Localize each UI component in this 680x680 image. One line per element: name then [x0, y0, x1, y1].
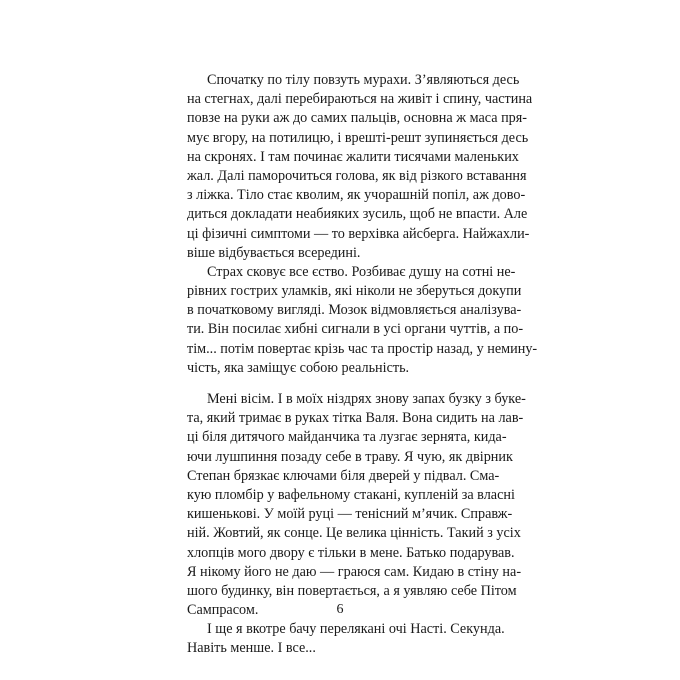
page-body-text: [187, 71, 538, 659]
text-line: ючи лушпиння позаду себе в траву. Я чую, як двірник: [187, 448, 513, 465]
text-line: та, який тримає в руках тітка Валя. Вона сидить на лав-: [187, 410, 524, 427]
text-line: рівних гострих уламків, які ніколи не зберуться докупи: [187, 283, 522, 300]
text-line: шого будинку, він повертається, а я уявляю себе Пітом: [187, 582, 517, 599]
text-line: Страх сковує все єство. Розбиває душу на сотні не-: [207, 263, 516, 280]
text-line: кишенькові. У моїй руці — тенісний м’ячик. Справж-: [187, 506, 513, 523]
paragraph: [187, 390, 526, 620]
text-line: з ліжка. Тіло стає кволим, як учорашній попіл, аж дово-: [187, 187, 526, 204]
text-line: кую пломбір у вафельному стакані, купленій за власні: [187, 486, 515, 503]
page-number: 6: [336, 602, 344, 617]
text-line: І ще я вкотре бачу перелякані очі Насті. Секунда.: [207, 621, 505, 638]
text-line: віше відбувається всередині.: [187, 244, 361, 261]
paragraph-break: [187, 378, 495, 390]
text-line: Спочатку по тілу повзуть мурахи. З’являються десь: [207, 72, 520, 88]
text-line: на стегнах, далі перебираються на живіт і спину, частина: [187, 91, 533, 108]
text-line: на скронях. І там починає жалити тисячами маленьких: [187, 148, 519, 165]
text-line: Навіть менше. І все...: [187, 640, 316, 657]
text-line: ці біля дитячого майданчика та лузгає зернята, кида-: [187, 429, 507, 446]
text-line: хлопців мого двору є тільки в мене. Батько подарував.: [187, 544, 515, 561]
text-line: ти. Він посилає хибні сигнали в усі органи чуттів, а по-: [187, 321, 524, 338]
text-line: Сампрасом.: [187, 602, 259, 619]
text-line: повзе на руки аж до самих пальців, основна ж маса пря-: [187, 110, 528, 127]
text-line: диться докладати неабияких зусиль, щоб не впасти. Але: [187, 206, 528, 223]
text-line: Степан брязкає ключами біля дверей у підвал. Сма-: [187, 467, 500, 484]
text-line: жал. Далі паморочиться голова, як від різкого вставання: [187, 167, 527, 184]
text-line: Мені вісім. І в моїх ніздрях знову запах бузку з буке-: [207, 391, 526, 407]
text-line: мує вгору, на потилицю, і врешті-решт зупиняється десь: [187, 129, 529, 146]
text-line: тім... потім повертає крізь час та простір назад, у немину-: [187, 340, 538, 357]
text-line: ці фізичні симптоми — то верхівка айсберга. Найжахли-: [187, 225, 530, 242]
text-line: ній. Жовтий, як сонце. Це велика цінність. Такий з усіх: [187, 525, 521, 542]
paragraph: [187, 71, 533, 263]
paragraph: [187, 263, 538, 378]
text-line: Я нікому його не даю — граюся сам. Кидаю в стіну на-: [187, 563, 522, 580]
text-line: в початковому вигляді. Мозок відмовляється аналізува-: [187, 302, 522, 319]
paragraph: [187, 620, 505, 658]
text-line: чість, яка заміщує собою реальність.: [187, 359, 410, 376]
